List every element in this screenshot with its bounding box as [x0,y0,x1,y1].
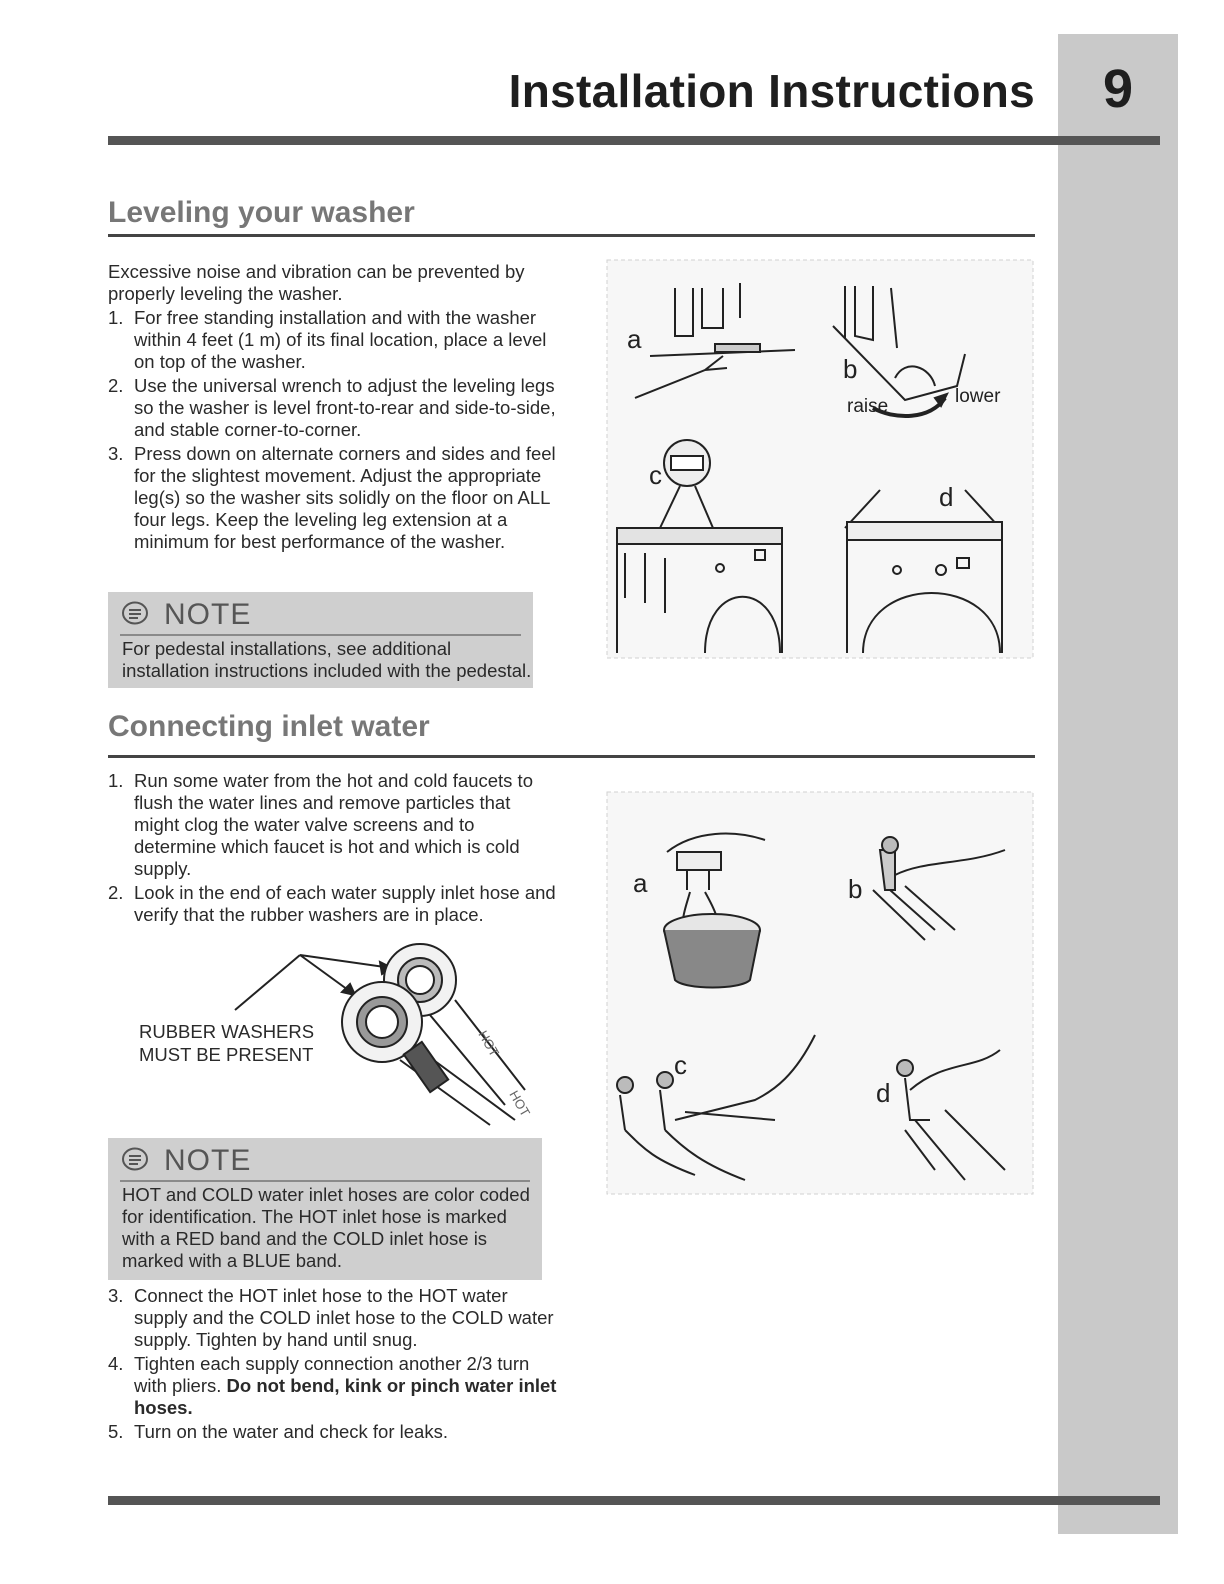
inlet-heading-rule [108,755,1035,758]
inlet-step-2 [108,882,558,926]
figure-label-c: c [674,1050,687,1080]
figure-label-b: b [848,874,863,904]
page-side-tab [1058,34,1178,1534]
note-title [122,598,251,633]
inlet-step-5 [108,1421,558,1443]
figure-lower-label: lower [955,386,1001,407]
leveling-steps [108,307,568,553]
step-warning: Do not bend, kink or pinch water inlet hoses. [134,1375,557,1418]
rubber-washers-label-line1: RUBBER WASHERS [139,1021,315,1042]
inlet-step-3 [108,1285,558,1351]
page-title: Installation Instructions [508,65,1035,117]
note-text: For pedestal installations, see additional installation instructions included with the pedestal. [122,638,532,681]
inlet-step-1 [108,770,558,880]
note-text: HOT and COLD water inlet hoses are color coded for identification. The HOT inlet hose is marked with a RED band and the COLD inlet hose is marked with a BLUE band. [122,1184,530,1271]
figure-raise-label: raise [847,396,889,417]
hose-tag-hot-2: HOT [506,1087,534,1120]
hose-washers-figure [130,940,550,1130]
inlet-text-top [108,770,558,928]
note-title-text: NOTE [164,1144,252,1177]
hose-tag-hot-1: HOT [475,1027,503,1060]
leveling-figure [605,258,1035,660]
step-number: 5. [108,1421,124,1442]
figure-label-c: c [649,460,662,490]
leveling-heading-rule [108,234,1035,237]
inlet-steps-top [108,770,558,926]
figure-label-a: a [627,324,642,354]
note-icon [122,599,148,633]
leveling-step-3 [108,443,568,553]
leveling-step-1 [108,307,568,373]
inlet-figure [605,790,1035,1196]
figure-label-d: d [876,1078,891,1108]
note-rule [120,634,521,636]
note-rule [120,1180,530,1182]
step-text: Press down on alternate corners and sides and feel for the slightest movement. Adjust the appropriate leg(s) so the washer sits solidly on the floor on ALL four legs. Keep the leveling leg extension at a minimum for best performance of the washer. [134,443,556,552]
step-number: 2. [108,375,124,396]
leveling-intro: Excessive noise and vibration can be prevented by properly leveling the washer. [108,261,525,304]
note-title-text: NOTE [164,598,252,631]
step-number: 1. [108,770,124,791]
leveling-note [108,592,533,688]
step-number: 1. [108,307,124,328]
inlet-heading: Connecting inlet water [108,710,430,743]
note-icon [122,1145,148,1179]
leveling-heading: Leveling your washer [108,196,415,229]
figure-label-b: b [843,354,858,384]
inlet-step-4 [108,1353,558,1419]
figure-label-d: d [939,482,954,512]
step-number: 4. [108,1353,124,1374]
step-number: 2. [108,882,124,903]
rubber-washers-label [139,1020,314,1066]
footer-rule [108,1496,1160,1505]
inlet-text-bottom [108,1285,558,1445]
leveling-step-2 [108,375,568,441]
step-text: Look in the end of each water supply inlet hose and verify that the rubber washers are in place. [134,882,556,925]
step-text: Tighten each supply connection another 2/3 turn with pliers. [134,1353,530,1396]
rubber-washers-label-line2: MUST BE PRESENT [139,1044,314,1065]
step-text: For free standing installation and with the washer within 4 feet (1 m) of its final location, place a level on top of the washer. [134,307,547,372]
page-number: 9 [1102,59,1134,119]
figure-label-a: a [633,868,648,898]
step-text: Turn on the water and check for leaks. [134,1421,448,1442]
note-title [122,1144,251,1179]
step-text: Run some water from the hot and cold faucets to flush the water lines and remove particles that might clog the water valve screens and to determine which faucet is hot and which is cold supply. [134,770,533,879]
step-text: Connect the HOT inlet hose to the HOT water supply and the COLD inlet hose to the COLD water supply. Tighten by hand until snug. [134,1285,554,1350]
step-number: 3. [108,1285,124,1306]
header-rule [108,136,1160,145]
step-number: 3. [108,443,124,464]
leveling-text [108,261,568,555]
inlet-steps-bottom [108,1285,558,1443]
inlet-note [108,1138,542,1280]
step-text: Use the universal wrench to adjust the leveling legs so the washer is level front-to-rear and side-to-side, and stable corner-to-corner. [134,375,556,440]
